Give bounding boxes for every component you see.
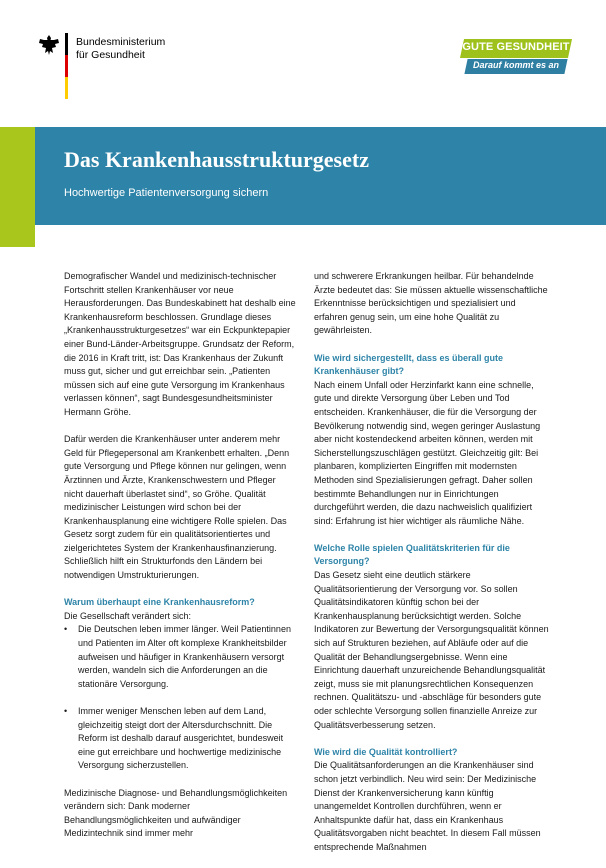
society-changes-text: Die Gesellschaft verändert sich: <box>64 610 192 621</box>
logo-slogan: Darauf kommt es an <box>472 60 560 70</box>
list-item-text: Die Deutschen leben immer länger. Weil Patientinnen und Patienten im Alter oft komplexe Krankheitsbilder aufweisen und häufiger in Krankenhäusern versorgt werden, wandeln sich die Anforderungen an die stationäre Versorgung. <box>78 624 291 689</box>
quality-criteria-paragraph: Das Gesetz sieht eine deutlich stärkere Qualitätsorientierung der Versorgung vor. So sollen Qualitätsindikatoren künftig schon bei der Krankenhausplanung berücksichtigt werden. Solche Indikatoren zur Bewertung der Versorgungsqualität können sich auf Strukturen beziehen, auf Abläufe oder auf die Qualität der Behandlungsergebnisse. Wenn eine Einrichtung dauerhaft unzureichende Behandlungsqualität zeigt, muss sie mit planungsrechtlichen Konsequenzen rechnen. Qualitätszu- und -abschläge für besonders gute oder schlechte Versorgung sollen finanzielle Anreize zur Qualitätsverbesserung setzen. <box>314 570 549 730</box>
section-heading-quality-criteria: Welche Rolle spielen Qualitätskriterien für die Versorgung? <box>314 542 510 567</box>
change-list <box>64 623 296 773</box>
section-heading-quality-control: Wie wird die Qualität kontrolliert? <box>314 746 458 757</box>
right-column <box>314 270 550 868</box>
left-column <box>64 270 296 855</box>
ministry-name <box>76 36 165 61</box>
title-band <box>0 127 606 225</box>
diagnosis-paragraph: Medizinische Diagnose- und Behandlungsmöglichkeiten verändern sich: Dank moderner Behandlungsmöglichkeiten und aufwändiger Medizintechnik sind immer mehr <box>64 787 288 839</box>
treatment-paragraph: und schwerere Erkrankungen heilbar. Für behandelnde Ärzte bedeutet das: Sie müssen aktuelle wissenschaftliche Erkenntnisse berücksichtigen und spezialisiert und erfahren genug sein, um eine hohe Qualität zu gewährleisten. <box>314 271 548 336</box>
funding-paragraph: Dafür werden die Krankenhäuser unter anderem mehr Geld für Pflegepersonal am Krankenbett erhalten. „Denn gute Versorgung und Pflege können nur gelingen, wenn Ärztinnen und Ärzte, Krankenschwestern und Pfleger nicht dauerhaft überlastet sind“, so Gröhe. Qualität medizinischer Leistungen wird schon bei der Krankenhausplanung eine wichtigere Rolle spielen. Das Gesetz sorgt zudem für ein qualitätsorientiertes und zielgerichtetes System der Krankenhausfinanzierung. Schließlich hilft ein Strukturfonds den Ländern bei notwendigen Umstrukturierungen. <box>64 434 290 581</box>
page-header <box>0 0 606 120</box>
ministry-line-2: für Gesundheit <box>76 48 145 61</box>
section-heading-why-reform: Warum überhaupt eine Krankenhausreform? <box>64 597 255 608</box>
intro-paragraph: Demografischer Wandel und medizinisch-technischer Fortschritt stellen Krankenhäuser vor neue Herausforderungen. Das Bundeskabinett hat deshalb eine Krankenhausreform beschlossen. Grundlage dieses „Krankenhausstrukturgesetzes“ war ein Eckpunktepapier einer Bund-Länder-Arbeitsgruppe. Grundsatz der Reform, die 2016 in Kraft tritt, ist: Das Krankenhaus der Zukunft muss gut, sicher und gut erreichbar sein. „Patienten müssen sich auf eine gute Versorgung im Krankenhaus verlassen können“, sagt Bundesgesundheitsminister Hermann Gröhe. <box>64 271 296 417</box>
quality-control-paragraph: Die Qualitätsanforderungen an die Krankenhäuser sind schon jetzt verbindlich. Neu wird sein: Der Medizinische Dienst der Krankenversicherung kann künftig unangemeldet Kontrollen durchführen, wenn er Anhaltspunkte dafür hat, dass ein Krankenhaus Qualitätsvorgaben nicht beachtet. In diesem Fall müssen entsprechende Maßnahmen <box>314 760 541 852</box>
page-title: Das Krankenhausstrukturgesetz <box>64 147 369 172</box>
list-item <box>64 705 296 773</box>
gute-gesundheit-logo <box>460 39 572 81</box>
list-item-text: Immer weniger Menschen leben auf dem Land, gleichzeitig steigt dort der Altersdurchschnitt. Die Reform ist deshalb darauf ausgerichtet, bundesweit eine gut erreichbare und hochwertige medizinische Versorgung sicherzustellen. <box>78 706 284 771</box>
section-heading-good-hospitals: Wie wird sichergestellt, dass es überall gute Krankenhäuser gibt? <box>314 352 503 377</box>
bullet-icon: • <box>64 706 68 716</box>
list-item <box>64 623 296 691</box>
ministry-line-1: Bundesministerium <box>76 36 166 48</box>
title-band-accent <box>0 127 35 247</box>
logo-title: GUTE GESUNDHEIT <box>462 41 570 53</box>
bullet-icon: • <box>64 624 68 635</box>
german-flag-stripe <box>65 33 68 99</box>
federal-eagle-icon <box>38 34 60 56</box>
page-subtitle: Hochwertige Patientenversorgung sichern <box>64 187 269 199</box>
good-hospitals-paragraph: Nach einem Unfall oder Herzinfarkt kann eine schnelle, gute und direkte Versorgung über Leben und Tod entscheiden. Krankenhäuser, die für die Versorgung der Bevölkerung notwendig sind, wegen geringer Auslastung aber nicht kostendeckend arbeiten können, werden mit Sicherstellungszuschlägen gestützt. Gleichzeitig gilt: Bei planbaren, komplizierten Eingriffen mit modernsten Methoden sind Spezialisierungen gefragt. Daher sollen bestimmte Behandlungen nur in Einrichtungen durchgeführt werden, die dazu nachweislich qualifiziert sind: Erfahrung ist hier wichtiger als räumliche Nähe. <box>314 379 541 526</box>
